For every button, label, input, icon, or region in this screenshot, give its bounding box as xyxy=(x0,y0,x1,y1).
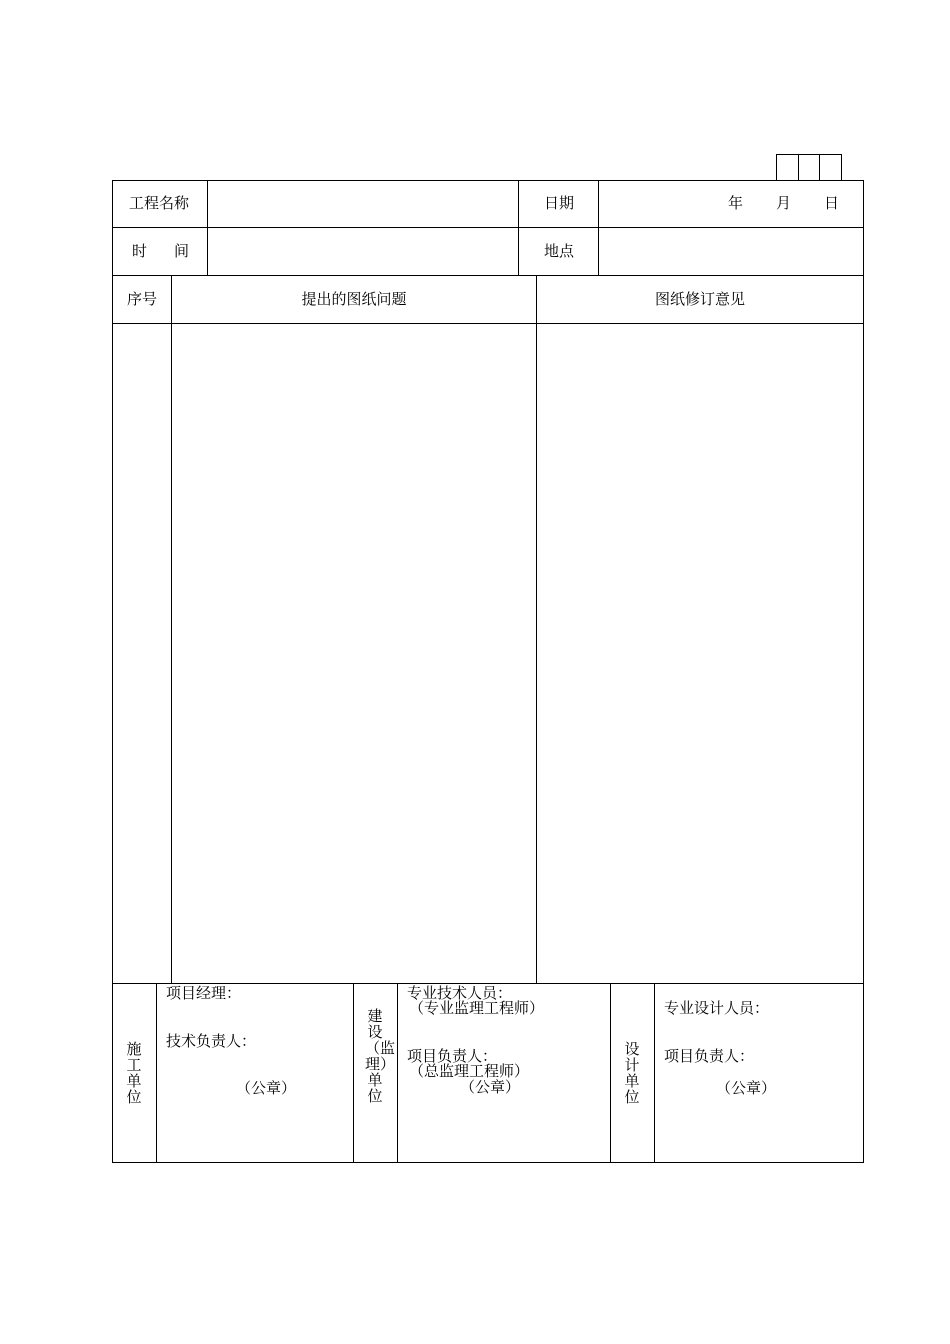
supervision-unit-label: 建设（监理）单位 xyxy=(365,1007,396,1105)
table-border-left xyxy=(112,180,113,1163)
table-border-bottom xyxy=(112,1162,864,1163)
construction-seal: （公章） xyxy=(236,1079,297,1097)
revision-column-header: 图纸修订意见 xyxy=(654,290,745,308)
date-month: 月 xyxy=(776,194,792,212)
time-label: 时 间 xyxy=(132,242,196,260)
date-label: 日期 xyxy=(544,194,575,212)
seq-column-body[interactable] xyxy=(114,325,170,982)
problem-column-divider xyxy=(536,275,537,983)
supervision-project-lead-note: （总监理工程师） xyxy=(409,1062,530,1080)
design-seal: （公章） xyxy=(716,1079,777,1097)
header-divider-1 xyxy=(207,180,208,275)
construction-tech-lead-label: 技术负责人： xyxy=(166,1032,257,1050)
header-divider-3 xyxy=(598,180,599,275)
page-number-box-2 xyxy=(798,154,820,181)
construction-unit-label: 施工单位 xyxy=(126,1040,142,1106)
supervision-tech-staff-note: （专业监理工程师） xyxy=(409,999,545,1017)
footer-divider-1 xyxy=(156,983,157,1162)
row-divider-3 xyxy=(112,323,864,324)
time-field[interactable] xyxy=(209,229,517,274)
seq-column-divider xyxy=(171,275,172,983)
footer-divider-4 xyxy=(610,983,611,1162)
problem-column-body[interactable] xyxy=(173,325,535,982)
supervision-project-lead-label: 项目负责人： xyxy=(407,1047,498,1065)
project-name-label: 工程名称 xyxy=(129,194,190,212)
footer-divider-3 xyxy=(397,983,398,1162)
footer-divider-2 xyxy=(353,983,354,1162)
date-day: 日 xyxy=(824,194,840,212)
footer-divider-5 xyxy=(654,983,655,1162)
supervision-tech-staff-label: 专业技术人员： xyxy=(407,984,513,1002)
supervision-seal: （公章） xyxy=(460,1078,521,1096)
header-divider-2 xyxy=(518,180,519,275)
page-number-box-3 xyxy=(819,154,842,181)
revision-column-body[interactable] xyxy=(538,325,862,982)
design-project-lead-label: 项目负责人： xyxy=(664,1047,755,1065)
date-year: 年 xyxy=(728,194,744,212)
design-unit-label: 设计单位 xyxy=(624,1040,640,1106)
table-border-right xyxy=(863,180,864,1163)
problem-column-header: 提出的图纸问题 xyxy=(301,290,407,308)
page-number-box-1 xyxy=(776,154,799,181)
row-divider-2 xyxy=(112,275,864,276)
design-designer-label: 专业设计人员： xyxy=(664,999,770,1017)
place-label: 地点 xyxy=(544,242,575,260)
row-divider-1 xyxy=(112,227,864,228)
table-border-top xyxy=(112,180,864,181)
construction-manager-label: 项目经理： xyxy=(166,984,242,1002)
seq-column-header: 序号 xyxy=(126,290,157,308)
place-field[interactable] xyxy=(600,229,862,274)
project-name-field[interactable] xyxy=(209,182,517,226)
